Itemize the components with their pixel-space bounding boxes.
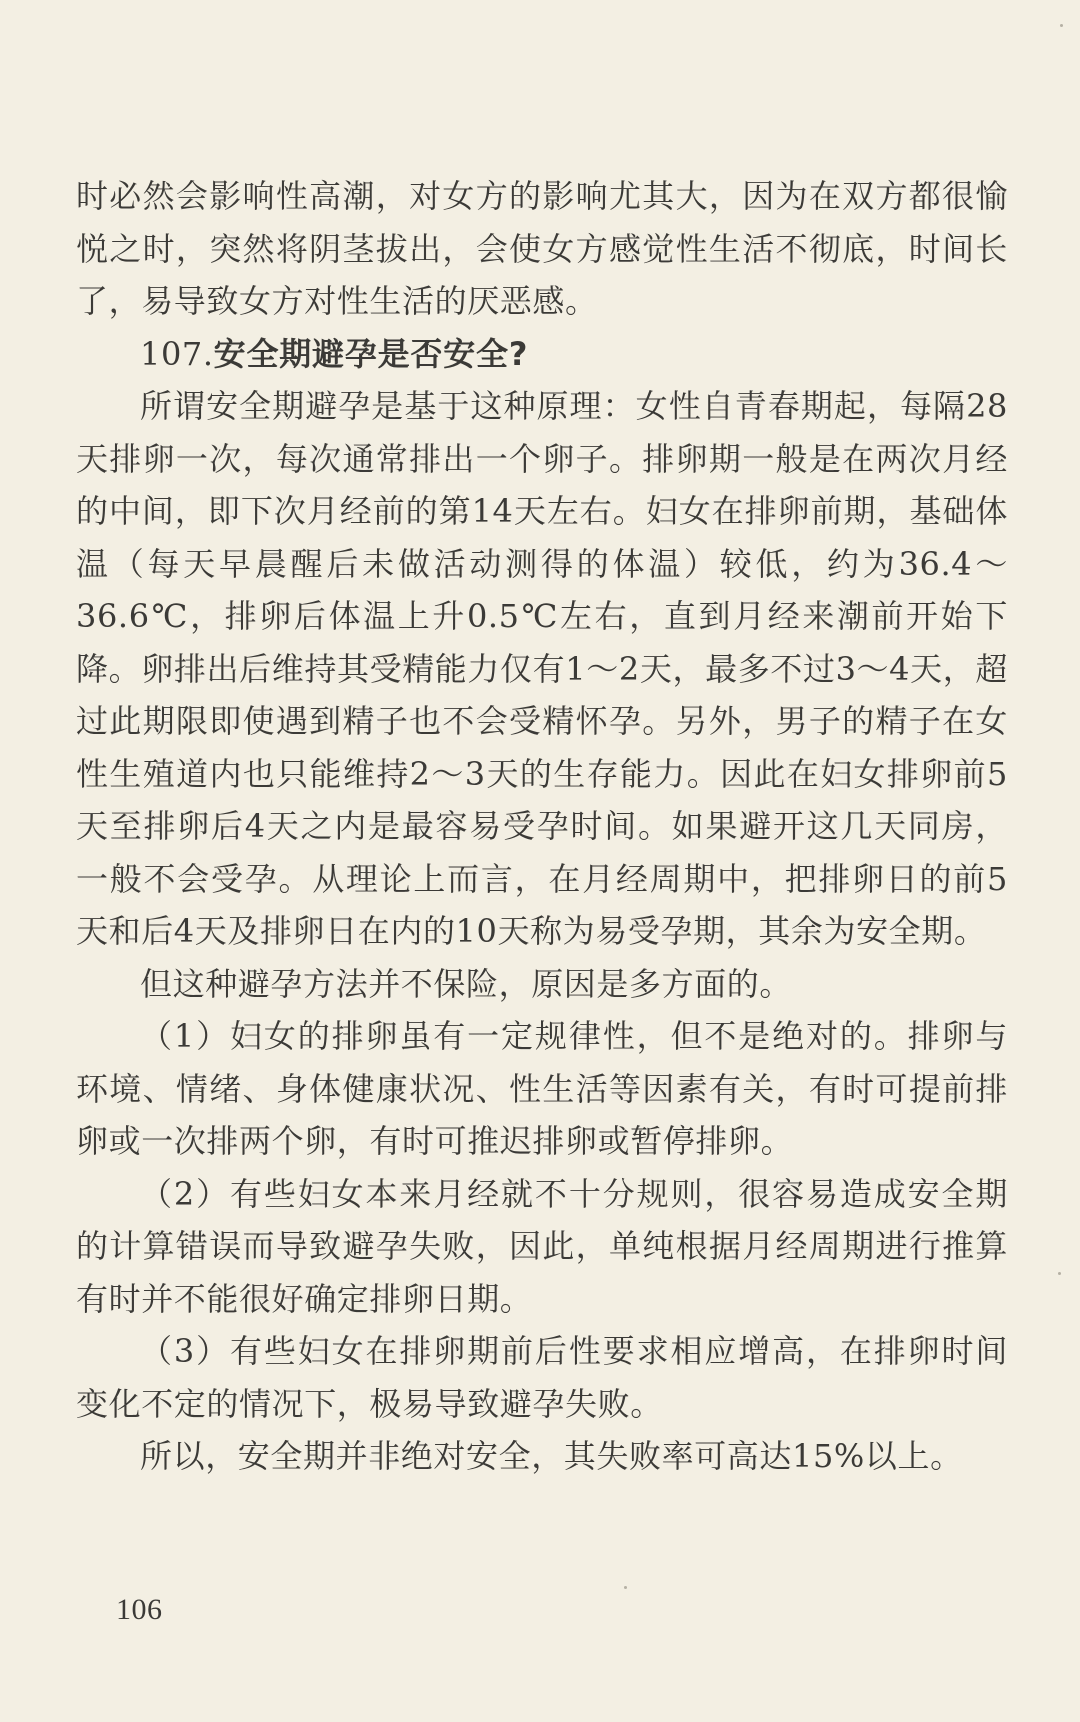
paragraph-reason-3: （3）有些妇女在排卵期前后性要求相应增高，在排卵时间变化不定的情况下，极易导致避孕失败。 <box>76 1332 1008 1423</box>
paragraph-reason-1: （1）妇女的排卵虽有一定规律性，但不是绝对的。排卵与环境、情绪、身体健康状况、性生活等因素有关，有时可提前排卵或一次排两个卵，有时可推迟排卵或暂停排卵。 <box>76 1017 1008 1160</box>
section-heading <box>76 328 1008 381</box>
section-title: 安全期避孕是否安全? <box>213 334 529 373</box>
paper-speck <box>1058 1272 1061 1275</box>
paragraph-conclusion: 所以，安全期并非绝对安全，其失败率可高达15%以上。 <box>140 1437 963 1475</box>
paragraph-principle: 所谓安全期避孕是基于这种原理：女性自青春期起，每隔28天排卵一次，每次通常排出一个卵子。排卵期一般是在两次月经的中间，即下次月经前的第14天左右。妇女在排卵前期，基础体温（每天早晨醒后未做活动测得的体温）较低，约为36.4～36.6℃，排卵后体温上升0.5℃左右，直到月经来潮前开始下降。卵排出后维持其受精能力仅有1～2天，最多不过3～4天，超过此期限即使遇到精子也不会受精怀孕。另外，男子的精子在女性生殖道内也只能维持2～3天的生存能力。因此在妇女排卵前5天至排卵后4天之内是最容易受孕时间。如果避开这几天同房，一般不会受孕。从理论上而言，在月经周期中，把排卵日的前5天和后4天及排卵日在内的10天称为易受孕期，其余为安全期。 <box>76 387 1008 950</box>
section-number: 107. <box>140 334 214 373</box>
paper-speck <box>1060 24 1063 27</box>
paragraph-not-reliable: 但这种避孕方法并不保险，原因是多方面的。 <box>140 964 793 1003</box>
paper-speck <box>624 1586 627 1589</box>
paragraph-reason-2: （2）有些妇女本来月经就不十分规则，很容易造成安全期的计算错误而导致避孕失败，因此，单纯根据月经周期进行推算有时并不能很好确定排卵日期。 <box>76 1174 1008 1318</box>
body-text <box>76 170 1008 1483</box>
paragraph-continued: 时必然会影响性高潮，对女方的影响尤其大，因为在双方都很愉悦之时，突然将阴茎拔出，会使女方感觉性生活不彻底，时间长了，易导致女方对性生活的厌恶感。 <box>76 177 1008 320</box>
page-number: 106 <box>116 1593 163 1626</box>
